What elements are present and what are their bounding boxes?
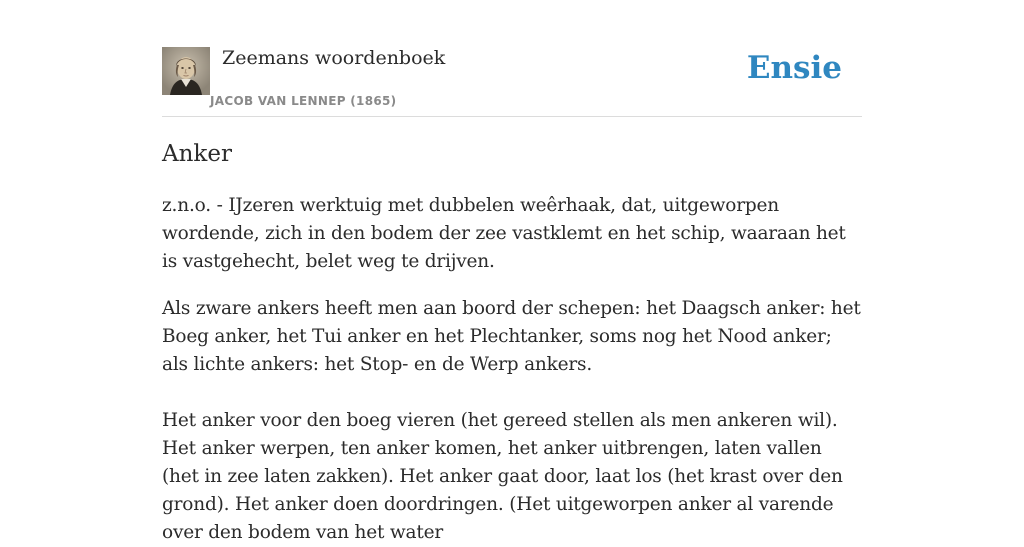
author-name[interactable]: JACOB VAN LENNEP (1865) [210,94,397,108]
author-portrait-icon[interactable] [162,47,210,95]
brand-logo[interactable]: Ensie [746,50,842,86]
entry-paragraph: Als zware ankers heeft men aan boord der schepen: het Daagsch anker: het Boeg anker, het Tui anker en het Plechtanker, soms nog het Nood anker; als lichte ankers: het Stop- en de Werp ankers. [162,298,861,375]
entry-content [162,136,862,547]
book-title[interactable]: Zeemans woordenboek [222,47,446,69]
entry-title: Anker [162,141,232,167]
page-header [162,44,862,117]
entry-paragraph: z.n.o. - IJzeren werktuig met dubbelen weêrhaak, dat, uitgeworpen wordende, zich in den bodem der zee vastklemt en het schip, waaraan het is vastgehecht, belet weg te drijven. [162,195,846,272]
entry-paragraph: Het anker voor den boeg vieren (het gereed stellen als men ankeren wil). Het anker werpen, ten anker komen, het anker uitbrengen, laten vallen (het in zee laten zakken). Het anker gaat door, laat los (het krast over den grond). Het anker doen doordringen. (Het uitgeworpen anker al varende over den bodem van het water [162,410,843,543]
